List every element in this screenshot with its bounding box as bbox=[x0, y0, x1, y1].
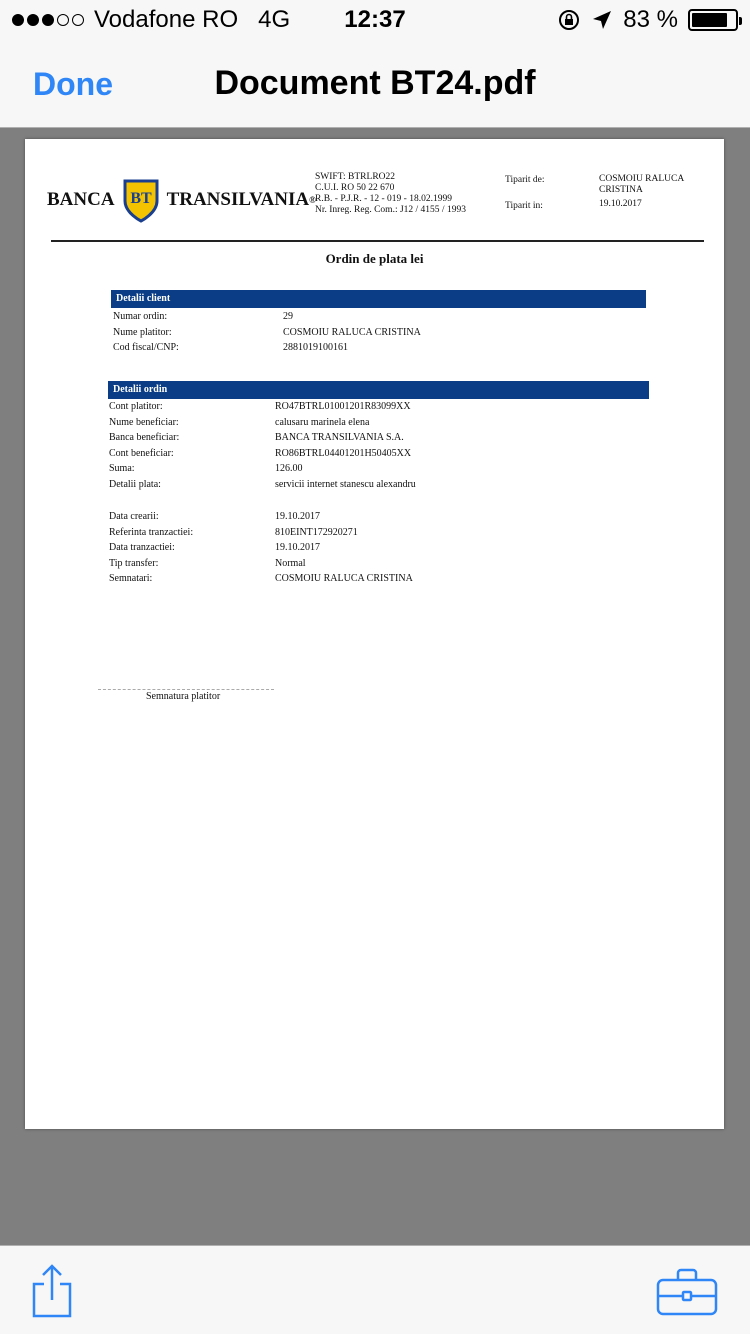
row-value: servicii internet stanescu alexandru bbox=[275, 478, 416, 490]
table-row bbox=[109, 511, 629, 527]
table-row bbox=[109, 417, 629, 433]
location-arrow-icon bbox=[591, 9, 613, 31]
bank-logo bbox=[47, 177, 316, 223]
row-value: Normal bbox=[275, 557, 306, 569]
row-label: Tip transfer: bbox=[109, 557, 159, 569]
order-details bbox=[109, 401, 629, 495]
row-label: Banca beneficiar: bbox=[109, 432, 180, 444]
row-value: 810EINT172920271 bbox=[275, 526, 358, 538]
bottom-toolbar bbox=[0, 1245, 750, 1334]
row-value: BANCA TRANSILVANIA S.A. bbox=[275, 432, 404, 444]
bank-detail-line: Nr. Inreg. Reg. Com.: J12 / 4155 / 1993 bbox=[315, 205, 466, 215]
signature-line bbox=[98, 689, 274, 690]
clock: 12:37 bbox=[344, 6, 406, 33]
bank-detail-line: C.U.I. RO 50 22 670 bbox=[315, 183, 395, 193]
row-value: 19.10.2017 bbox=[275, 511, 320, 522]
row-label: Nume beneficiar: bbox=[109, 416, 179, 428]
table-row bbox=[109, 432, 629, 448]
bank-detail-line: R.B. - P.J.R. - 12 - 019 - 18.02.1999 bbox=[315, 194, 452, 204]
row-value: calusaru marinela elena bbox=[275, 416, 370, 428]
row-label: Nume platitor: bbox=[113, 326, 172, 338]
table-row bbox=[113, 342, 613, 358]
pdf-page[interactable] bbox=[25, 139, 724, 1129]
done-button[interactable]: Done bbox=[33, 66, 113, 102]
logo-registered: ® bbox=[309, 195, 316, 205]
carrier-name: Vodafone RO bbox=[94, 6, 239, 33]
row-value: COSMOIU RALUCA CRISTINA bbox=[283, 326, 421, 338]
row-label: Numar ordin: bbox=[113, 311, 168, 322]
network-type: 4G bbox=[258, 6, 291, 33]
client-section-header: Detalii client bbox=[111, 290, 646, 308]
print-values bbox=[599, 174, 699, 210]
table-row bbox=[109, 401, 629, 417]
table-row bbox=[113, 327, 613, 343]
bank-details bbox=[315, 172, 466, 216]
printed-in-value: 19.10.2017 bbox=[599, 199, 642, 209]
table-row bbox=[109, 463, 629, 479]
row-label: Referinta tranzactiei: bbox=[109, 526, 194, 538]
row-value: 126.00 bbox=[275, 463, 303, 475]
status-bar bbox=[0, 0, 750, 40]
row-value: RO47BTRL01001201R83099XX bbox=[275, 401, 411, 412]
order-section-header: Detalii ordin bbox=[108, 381, 649, 399]
logo-mark: BT bbox=[129, 190, 152, 207]
logo-text-left: BANCA bbox=[47, 189, 115, 210]
printed-in-label: Tiparit in: bbox=[505, 201, 543, 211]
table-row bbox=[109, 448, 629, 464]
row-label: Data crearii: bbox=[109, 511, 159, 522]
document-title: Document BT24.pdf bbox=[214, 64, 536, 102]
battery-icon bbox=[688, 9, 738, 31]
bt-shield-icon bbox=[121, 177, 161, 223]
print-labels bbox=[505, 174, 545, 213]
table-row bbox=[109, 573, 629, 589]
navigation-bar bbox=[0, 40, 750, 128]
bank-detail-line: SWIFT: BTRLRO22 bbox=[315, 172, 396, 182]
toolbox-icon[interactable] bbox=[656, 1268, 718, 1316]
header-divider bbox=[51, 240, 704, 242]
order-title: Ordin de plata lei bbox=[325, 251, 424, 266]
row-label: Semnatari: bbox=[109, 573, 153, 585]
printed-by-value: COSMOIU RALUCA CRISTINA bbox=[599, 174, 684, 195]
row-label: Cont beneficiar: bbox=[109, 447, 174, 459]
printed-by-label: Tiparit de: bbox=[505, 175, 545, 185]
table-row bbox=[109, 558, 629, 574]
battery-percent: 83 % bbox=[623, 6, 678, 33]
row-label: Detalii plata: bbox=[109, 478, 161, 490]
row-label: Data tranzactiei: bbox=[109, 542, 175, 554]
row-value: RO86BTRL04401201H50405XX bbox=[275, 447, 412, 459]
row-value: 19.10.2017 bbox=[275, 542, 320, 554]
client-details bbox=[113, 311, 613, 358]
share-icon[interactable] bbox=[30, 1264, 74, 1318]
transaction-details bbox=[109, 511, 629, 589]
signature-label: Semnatura platitor bbox=[146, 691, 221, 702]
row-label: Suma: bbox=[109, 463, 135, 475]
row-label: Cod fiscal/CNP: bbox=[113, 342, 179, 354]
logo-text-right: TRANSILVANIA bbox=[166, 189, 310, 210]
table-row bbox=[109, 479, 629, 495]
row-value: 29 bbox=[283, 311, 293, 322]
row-label: Cont platitor: bbox=[109, 401, 163, 412]
row-value: 2881019100161 bbox=[283, 342, 348, 354]
row-value: COSMOIU RALUCA CRISTINA bbox=[275, 573, 413, 585]
table-row bbox=[113, 311, 613, 327]
top-bar bbox=[0, 0, 750, 128]
rotation-lock-icon bbox=[557, 8, 581, 32]
table-row bbox=[109, 542, 629, 558]
table-row bbox=[109, 527, 629, 543]
